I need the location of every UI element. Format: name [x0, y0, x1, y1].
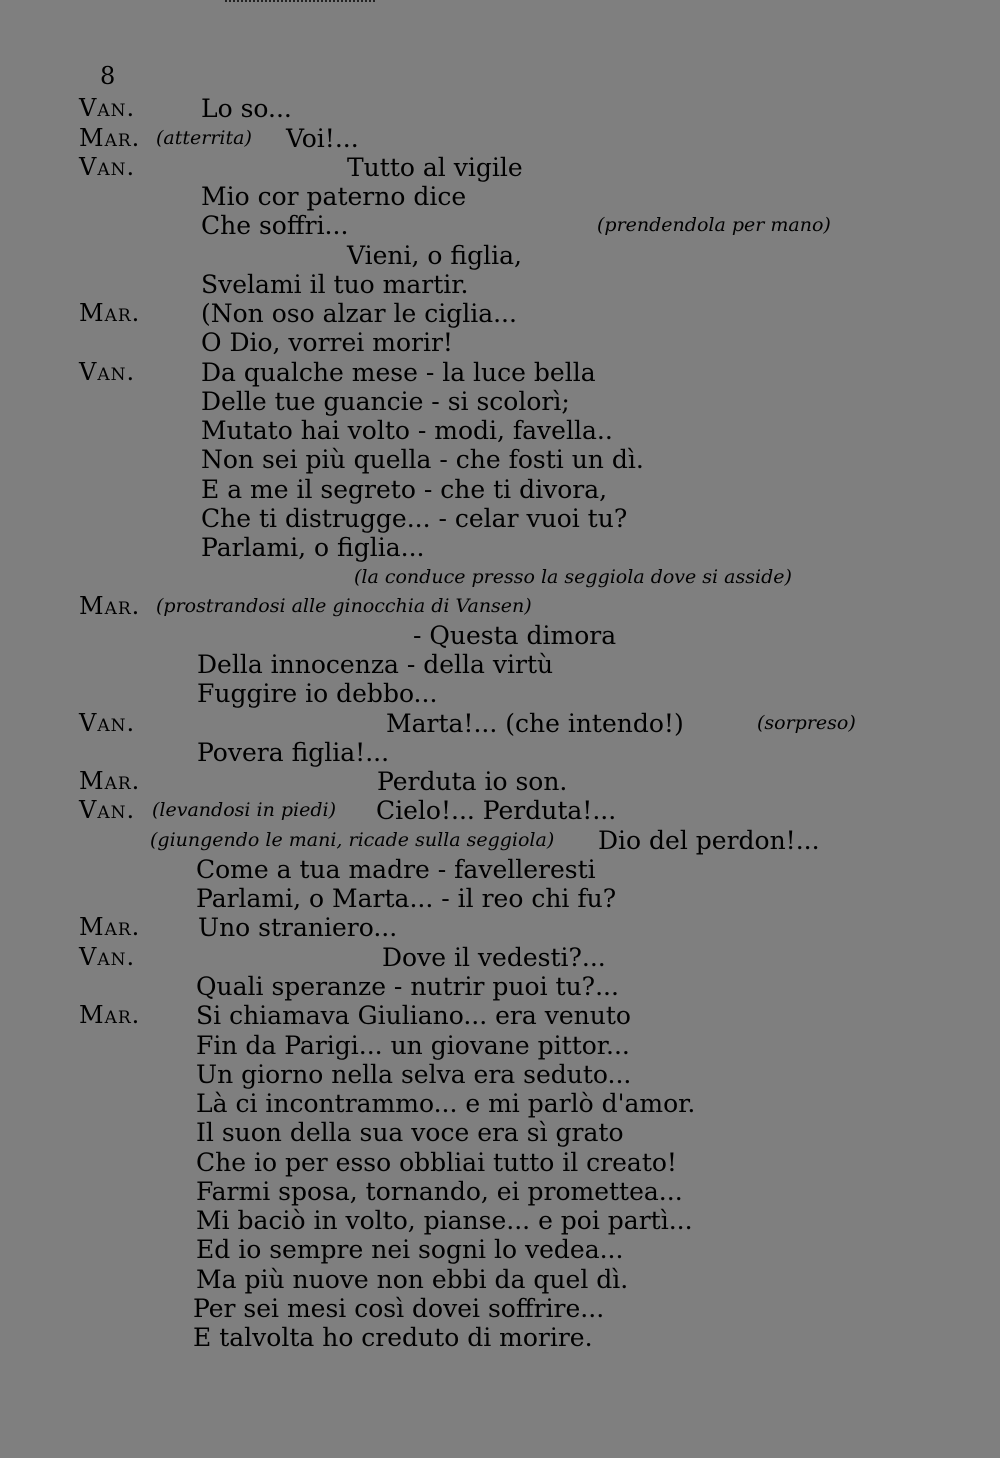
- dialogue-line: [0, 416, 1000, 446]
- verse-text: Della innocenza - della virtù: [197, 650, 554, 679]
- stage-direction: (prostrandosi alle ginocchia di Vansen): [156, 595, 532, 617]
- speaker-label: Van.: [79, 94, 136, 122]
- speaker-label: Van.: [79, 943, 136, 971]
- dialogue-line: [0, 972, 1000, 1002]
- dialogue-line: [0, 124, 1000, 154]
- stage-direction: (la conduce presso la seggiola dove si asside): [354, 566, 792, 588]
- verse-text: Mutato hai volto - modi, favella..: [201, 416, 613, 445]
- verse-text: Voi!...: [286, 124, 359, 153]
- speaker-label: Van.: [79, 358, 136, 386]
- stage-direction: (sorpreso): [757, 712, 856, 734]
- speaker-label: Van.: [79, 709, 136, 737]
- verse-text: Fin da Parigi... un giovane pittor...: [196, 1031, 630, 1060]
- dialogue-line: [0, 270, 1000, 300]
- speaker-label: Mar.: [79, 299, 141, 327]
- verse-text: Come a tua madre - favelleresti: [196, 855, 596, 884]
- verse-text: Che soffri...: [201, 211, 349, 240]
- speaker-label: Mar.: [79, 913, 141, 941]
- verse-text: Quali speranze - nutrir puoi tu?...: [196, 972, 619, 1001]
- dialogue-line: [0, 358, 1000, 388]
- stage-direction: (atterrita): [156, 127, 252, 149]
- verse-text: Povera figlia!...: [197, 738, 390, 767]
- speaker-label: Van.: [79, 796, 136, 824]
- verse-text: Si chiamava Giuliano... era venuto: [196, 1001, 631, 1030]
- speaker-label: Van.: [79, 153, 136, 181]
- verse-text: Il suon della sua voce era sì grato: [196, 1118, 624, 1147]
- dialogue-line: [0, 679, 1000, 709]
- verse-text: Lo so...: [201, 94, 292, 123]
- dialogue-line: [0, 1118, 1000, 1148]
- dialogue-line: [0, 241, 1000, 271]
- dialogue-line: [0, 1265, 1000, 1295]
- verse-text: Dove il vedesti?...: [382, 943, 606, 972]
- verse-text: Perduta io son.: [377, 767, 568, 796]
- dialogue-line: [0, 1206, 1000, 1236]
- verse-text: Mi baciò in volto, pianse... e poi partì...: [196, 1206, 693, 1235]
- dialogue-line: [0, 1323, 1000, 1353]
- verse-text: Per sei mesi così dovei soffrire...: [193, 1294, 605, 1323]
- dialogue-line: [0, 153, 1000, 183]
- verse-text: E talvolta ho creduto di morire.: [193, 1323, 593, 1352]
- verse-text: Cielo!... Perduta!...: [376, 796, 617, 825]
- verse-text: Farmi sposa, tornando, ei promettea...: [196, 1177, 683, 1206]
- dialogue-line: [0, 94, 1000, 124]
- verse-text: Ed io sempre nei sogni lo vedea...: [196, 1235, 624, 1264]
- dialogue-line: [0, 943, 1000, 973]
- verse-text: (Non oso alzar le ciglia...: [201, 299, 517, 328]
- dialogue-line: [0, 592, 1000, 622]
- dialogue-line: [0, 621, 1000, 651]
- dialogue-line: [0, 796, 1000, 826]
- verse-text: Delle tue guancie - si scolorì;: [201, 387, 570, 416]
- dialogue-line: [0, 1294, 1000, 1324]
- verse-text: Tutto al vigile: [347, 153, 523, 182]
- verse-text: Parlami, o figlia...: [201, 533, 425, 562]
- dialogue-line: [0, 533, 1000, 563]
- verse-text: Che io per esso obbliai tutto il creato!: [196, 1148, 677, 1177]
- verse-text: Un giorno nella selva era seduto...: [196, 1060, 632, 1089]
- dialogue-line: [0, 884, 1000, 914]
- dialogue-line: [0, 913, 1000, 943]
- speaker-label: Mar.: [79, 592, 141, 620]
- verse-text: Svelami il tuo martir.: [201, 270, 469, 299]
- dialogue-line: [0, 1089, 1000, 1119]
- dialogue-line: [0, 475, 1000, 505]
- dialogue-line: [0, 328, 1000, 358]
- dialogue-line: [0, 1148, 1000, 1178]
- dialogue-line: [0, 563, 1000, 593]
- dialogue-line: [0, 211, 1000, 241]
- verse-text: E a me il segreto - che ti divora,: [201, 475, 608, 504]
- dialogue-line: [0, 387, 1000, 417]
- verse-text: Fuggire io debbo...: [197, 679, 438, 708]
- dialogue-line: [0, 1177, 1000, 1207]
- dialogue-line: [0, 299, 1000, 329]
- verse-text: Vieni, o figlia,: [347, 241, 522, 270]
- verse-text: Non sei più quella - che fosti un dì.: [201, 445, 644, 474]
- speaker-label: Mar.: [79, 124, 141, 152]
- stage-direction: (giungendo le mani, ricade sulla seggiola): [150, 829, 555, 851]
- print-marks: [225, 0, 375, 8]
- verse-text: Mio cor paterno dice: [201, 182, 467, 211]
- stage-direction: (prendendola per mano): [597, 214, 831, 236]
- dialogue-line: [0, 767, 1000, 797]
- speaker-label: Mar.: [79, 1001, 141, 1029]
- verse-text: O Dio, vorrei morir!: [201, 328, 453, 357]
- verse-text: Uno straniero...: [198, 913, 398, 942]
- dialogue-line: [0, 855, 1000, 885]
- page-number: 8: [100, 62, 116, 90]
- verse-text: Che ti distrugge... - celar vuoi tu?: [201, 504, 628, 533]
- dialogue-line: [0, 1001, 1000, 1031]
- dialogue-line: [0, 826, 1000, 856]
- verse-text: Ma più nuove non ebbi da quel dì.: [196, 1265, 629, 1294]
- stage-direction: (levandosi in piedi): [152, 799, 336, 821]
- dialogue-line: [0, 1060, 1000, 1090]
- verse-text: Marta!... (che intendo!): [386, 709, 684, 738]
- verse-text: Dio del perdon!...: [598, 826, 820, 855]
- dialogue-line: [0, 709, 1000, 739]
- dialogue-line: [0, 1031, 1000, 1061]
- verse-text: Parlami, o Marta... - il reo chi fu?: [196, 884, 617, 913]
- verse-text: - Questa dimora: [413, 621, 617, 650]
- verse-text: Là ci incontrammo... e mi parlò d'amor.: [196, 1089, 696, 1118]
- speaker-label: Mar.: [79, 767, 141, 795]
- verse-text: Da qualche mese - la luce bella: [201, 358, 596, 387]
- dialogue-line: [0, 738, 1000, 768]
- dialogue-line: [0, 445, 1000, 475]
- dialogue-line: [0, 182, 1000, 212]
- dialogue-line: [0, 504, 1000, 534]
- dialogue-line: [0, 650, 1000, 680]
- dialogue-line: [0, 1235, 1000, 1265]
